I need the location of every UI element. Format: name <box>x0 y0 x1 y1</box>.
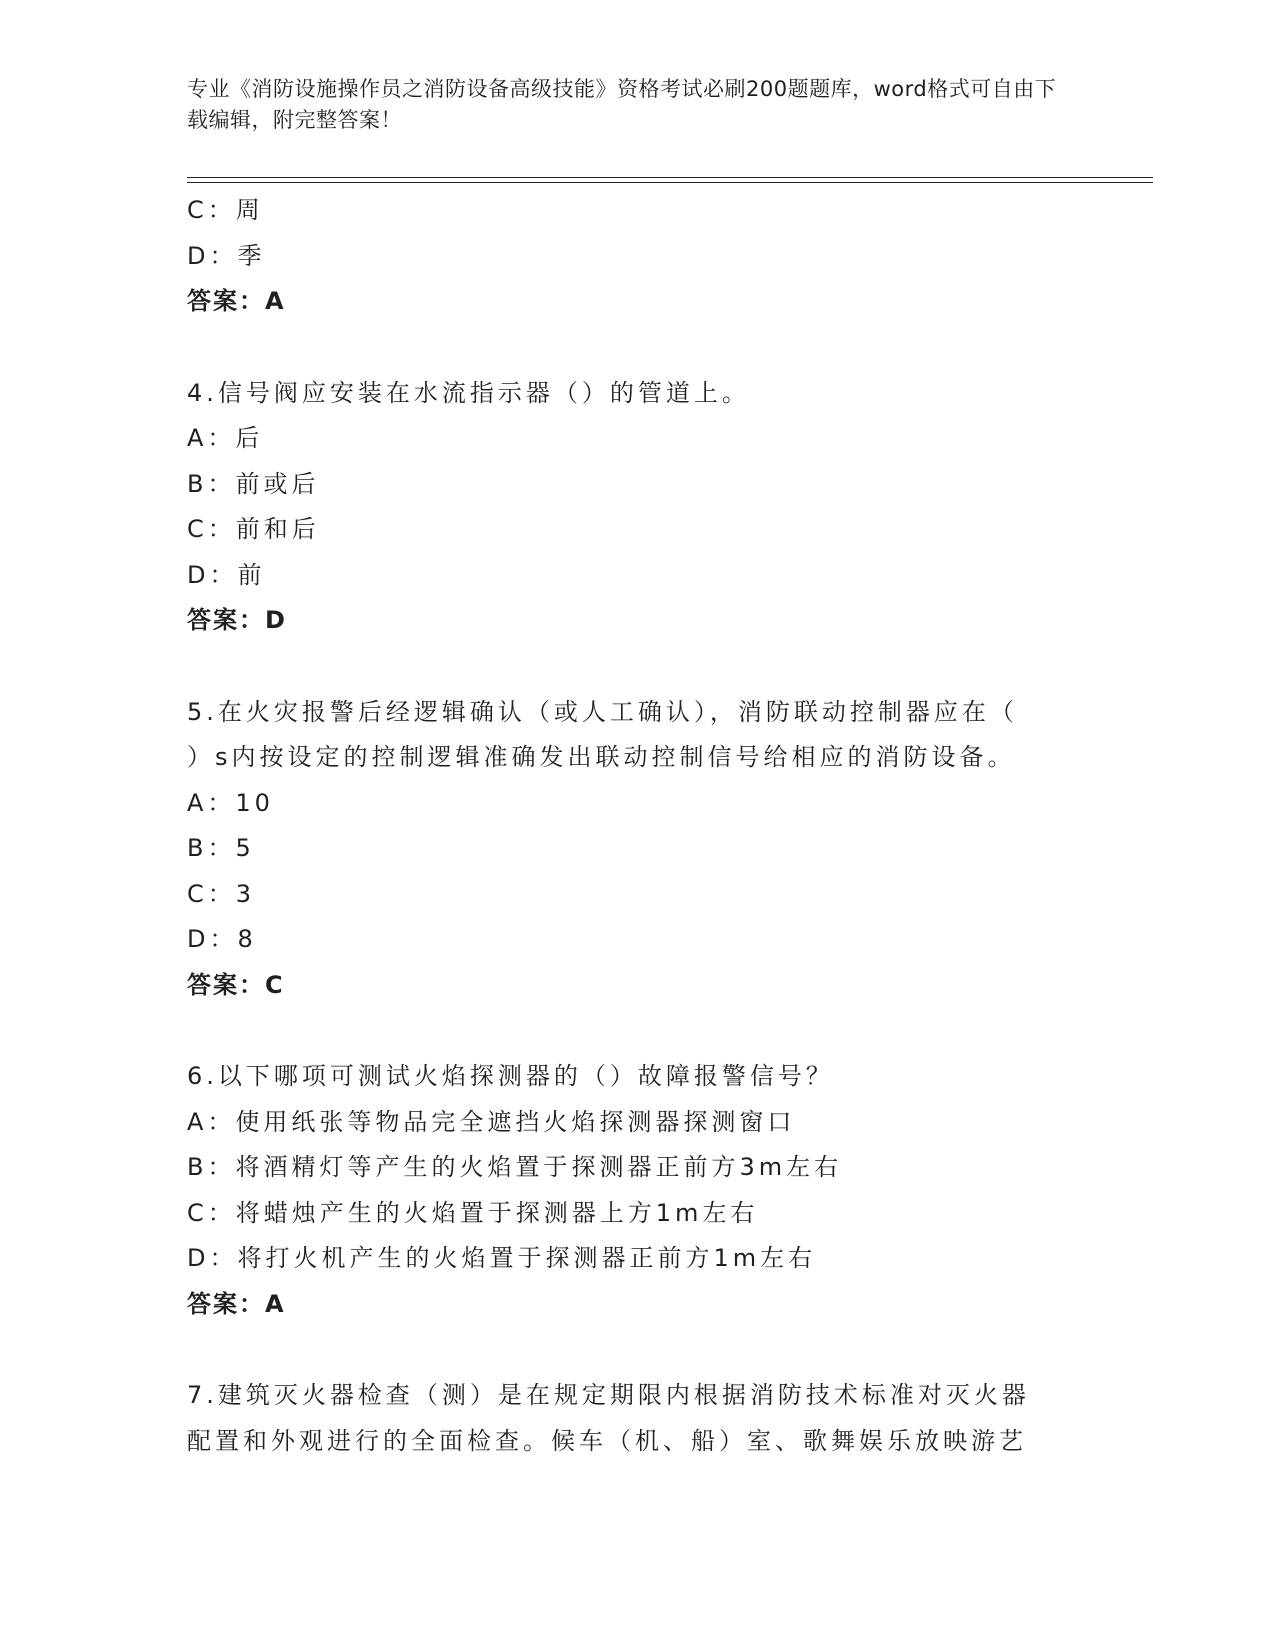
answer-line: 答案：D <box>187 606 287 634</box>
header-rule-bottom <box>187 182 1153 183</box>
option-b: B：前或后 <box>187 469 320 498</box>
option-c: C：3 <box>187 879 256 908</box>
header-rule-top <box>187 177 1153 178</box>
question-gap <box>187 1008 1087 1054</box>
answer-line: 答案：A <box>187 1289 286 1318</box>
question-gap <box>187 644 1087 690</box>
option-d: D：季 <box>187 241 266 270</box>
option-a: A：10 <box>187 788 274 817</box>
question-7-line-1: 7.建筑灭火器检查（测）是在规定期限内根据消防技术标准对灭火器 <box>187 1381 1030 1409</box>
option-d: D：前 <box>187 560 266 589</box>
question-4: 4.信号阀应安装在水流指示器（）的管道上。 <box>187 378 750 407</box>
answer-line: 答案：C <box>187 970 285 999</box>
option-a: A：后 <box>187 424 264 452</box>
question-7-line-2: 配置和外观进行的全面检查。候车（机、船）室、歌舞娱乐放映游艺 <box>187 1426 1027 1455</box>
option-b: B：5 <box>187 834 255 862</box>
question-gap <box>187 325 1087 371</box>
document-header: 专业《消防设施操作员之消防设备高级技能》资格考试必刷200题题库，word格式可自由下载编辑，附完整答案！ <box>187 77 1057 132</box>
question-6: 6.以下哪项可测试火焰探测器的（）故障报警信号？ <box>187 1062 834 1090</box>
answer-line: 答案：A <box>187 287 286 315</box>
option-b: B：将酒精灯等产生的火焰置于探测器正前方3m左右 <box>187 1153 843 1181</box>
question-content <box>187 188 1087 1464</box>
option-c: C：周 <box>187 196 264 224</box>
option-c: C：前和后 <box>187 515 320 543</box>
option-d: D：8 <box>187 925 257 953</box>
option-c: C：将蜡烛产生的火焰置于探测器上方1m左右 <box>187 1198 759 1227</box>
question-5-line-1: 5.在火灾报警后经逻辑确认（或人工确认），消防联动控制器应在（ <box>187 697 1018 726</box>
option-d: D：将打火机产生的火焰置于探测器正前方1m左右 <box>187 1244 817 1272</box>
question-5-line-2: ）s内按设定的控制逻辑准确发出联动控制信号给相应的消防设备。 <box>187 743 1016 771</box>
option-a: A：使用纸张等物品完全遮挡火焰探测器探测窗口 <box>187 1107 796 1136</box>
question-gap <box>187 1327 1087 1373</box>
